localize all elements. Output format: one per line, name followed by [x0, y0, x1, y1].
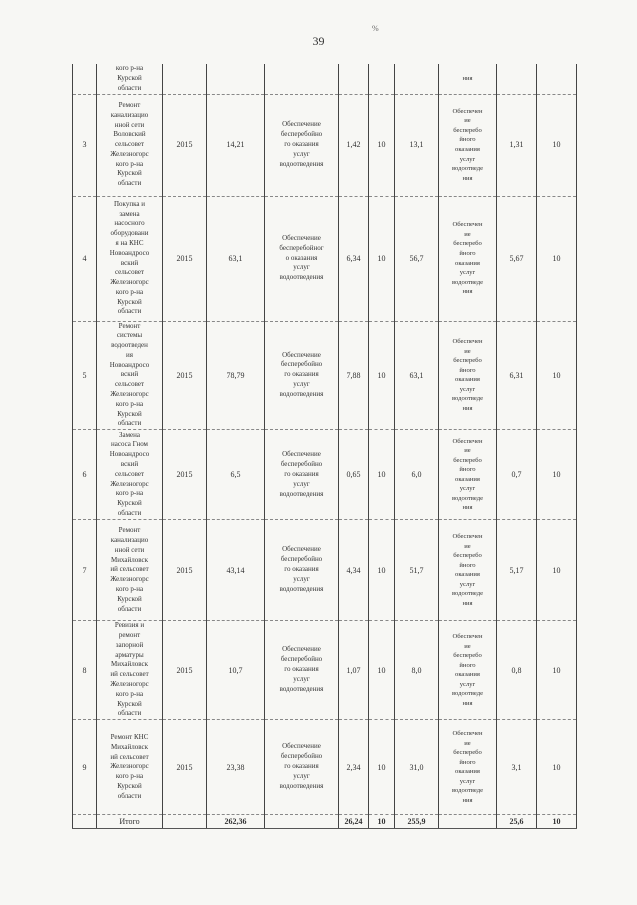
cell-total: 43,14 [207, 520, 265, 621]
cell-year: 2015 [163, 321, 207, 430]
cell-result: Обеспечен ие бесперебо йного оказания услуг водоотведе ния [439, 430, 497, 520]
cell-result: Обеспечен ие бесперебо йного оказания услуг водоотведе ния [439, 520, 497, 621]
cell-year: 2015 [163, 520, 207, 621]
cell-name: Ремонт канализацио нной сети Михайловск ий сельсовет Железногорс кого р-на Курской области [97, 520, 163, 621]
cell-total: 78,79 [207, 321, 265, 430]
cell-goal: Обеспечение бесперебойно го оказания услуг водоотведения [265, 321, 339, 430]
cell-percent-3: 10 [537, 321, 577, 430]
cell-value-3: 3,1 [497, 720, 537, 815]
cell-percent-1: 10 [369, 321, 395, 430]
cell-year [163, 815, 207, 829]
cell-value-1: 2,34 [339, 720, 369, 815]
cell-percent-1: 10 [369, 196, 395, 321]
cell-total: 6,5 [207, 430, 265, 520]
cell-value-1: 4,34 [339, 520, 369, 621]
cell-value-2: 6,0 [395, 430, 439, 520]
cell-percent-1: 10 [369, 430, 395, 520]
cell-index: 8 [73, 621, 97, 720]
cell-goal: Обеспечение бесперебойно го оказания услуг водоотведения [265, 720, 339, 815]
cell-name: Ремонт КНС Михайловск ий сельсовет Железногорс кого р-на Курской области [97, 720, 163, 815]
cell-percent-3: 10 [537, 94, 577, 196]
cell-goal: Обеспечение бесперебойно го оказания услуг водоотведения [265, 520, 339, 621]
cell-index [73, 815, 97, 829]
cell-index: 5 [73, 321, 97, 430]
cell-value-3: 6,31 [497, 321, 537, 430]
cell-year: 2015 [163, 430, 207, 520]
table-row [73, 720, 577, 815]
table-row [73, 196, 577, 321]
cell-value-1: 6,34 [339, 196, 369, 321]
cell-result [439, 815, 497, 829]
cell-total: 14,21 [207, 94, 265, 196]
cell-value-1: 1,07 [339, 621, 369, 720]
totals-total: 262,36 [207, 815, 265, 829]
table-row [73, 520, 577, 621]
cell-goal: Обеспечение бесперебойно го оказания услуг водоотведения [265, 621, 339, 720]
cell-value-2: 63,1 [395, 321, 439, 430]
cell-index [73, 64, 97, 94]
cell-index: 9 [73, 720, 97, 815]
cell-value-3: 5,67 [497, 196, 537, 321]
cell-value-1: 0,65 [339, 430, 369, 520]
totals-value-3: 25,6 [497, 815, 537, 829]
cell-percent-1: 10 [369, 720, 395, 815]
cell-percent-1: 10 [369, 520, 395, 621]
cell-percent-3: 10 [537, 520, 577, 621]
table-row [73, 321, 577, 430]
cell-goal: Обеспечение бесперебойног о оказания услуг водоотведения [265, 196, 339, 321]
page-number: 39 [312, 34, 325, 48]
cell-name: Ремонт системы водоотведен ия Новоандросо вский сельсовет Железногорс кого р-на Курской области [97, 321, 163, 430]
cell-total: 23,38 [207, 720, 265, 815]
cell-value-1: 7,88 [339, 321, 369, 430]
cell-name: Замена насоса Гном Новоандросо вский сельсовет Железногорс кого р-на Курской области [97, 430, 163, 520]
cell-goal: Обеспечение бесперебойно го оказания услуг водоотведения [265, 94, 339, 196]
cell-name: Покупка и замена насосного оборудовани я на КНС Новоандросо вский сельсовет Железногорс кого р-на Курской области [97, 196, 163, 321]
cell-year: 2015 [163, 621, 207, 720]
cell-percent-3: 10 [537, 196, 577, 321]
corner-mark: % [372, 24, 379, 33]
totals-value-1: 26,24 [339, 815, 369, 829]
cell-total: 63,1 [207, 196, 265, 321]
totals-value-2: 255,9 [395, 815, 439, 829]
cell-percent-3: 10 [537, 430, 577, 520]
projects-table [72, 64, 577, 829]
totals-percent-3: 10 [537, 815, 577, 829]
totals-row [73, 815, 577, 829]
totals-label: Итого [97, 815, 163, 829]
table-row [73, 94, 577, 196]
cell-value-2: 8,0 [395, 621, 439, 720]
cell-year: 2015 [163, 720, 207, 815]
cell-percent-1: 10 [369, 621, 395, 720]
cell-value-2: 51,7 [395, 520, 439, 621]
cell-result: Обеспечен ие бесперебо йного оказания услуг водоотведе ния [439, 321, 497, 430]
cell-year: 2015 [163, 94, 207, 196]
continuation-row [73, 64, 577, 94]
cell-value-2: 56,7 [395, 196, 439, 321]
cell-total: 10,7 [207, 621, 265, 720]
cell-index: 7 [73, 520, 97, 621]
cell-goal: Обеспечение бесперебойно го оказания услуг водоотведения [265, 430, 339, 520]
cell-result: Обеспечен ие бесперебо йного оказания услуг водоотведе ния [439, 196, 497, 321]
cell-goal [265, 815, 339, 829]
cell-result: Обеспечен ие бесперебо йного оказания услуг водоотведе ния [439, 720, 497, 815]
cell-value-3: 0,8 [497, 621, 537, 720]
cell-index: 3 [73, 94, 97, 196]
cell-value-2: 31,0 [395, 720, 439, 815]
cell-year: 2015 [163, 196, 207, 321]
cell-name: Ревизия и ремонт запорной арматуры Михайловск ий сельсовет Железногорс кого р-на Курской области [97, 621, 163, 720]
cell-result: Обеспечен ие бесперебо йного оказания услуг водоотведе ния [439, 94, 497, 196]
table-row [73, 430, 577, 520]
cell-value-3: 5,17 [497, 520, 537, 621]
cell-percent-3: 10 [537, 621, 577, 720]
cell-value-3: 1,31 [497, 94, 537, 196]
totals-percent-1: 10 [369, 815, 395, 829]
cell-index: 4 [73, 196, 97, 321]
cell-value-3: 0,7 [497, 430, 537, 520]
cell-name: кого р-на Курской области [97, 64, 163, 94]
cell-result: Обеспечен ие бесперебо йного оказания услуг водоотведе ния [439, 621, 497, 720]
table-row [73, 621, 577, 720]
cell-index: 6 [73, 430, 97, 520]
cell-percent-3: 10 [537, 720, 577, 815]
cell-name: Ремонт канализацио нной сети Воловский сельсовет Железногорс кого р-на Курской области [97, 94, 163, 196]
cell-value-1: 1,42 [339, 94, 369, 196]
cell-result: ния [439, 64, 497, 94]
cell-percent-1: 10 [369, 94, 395, 196]
cell-value-2: 13,1 [395, 94, 439, 196]
